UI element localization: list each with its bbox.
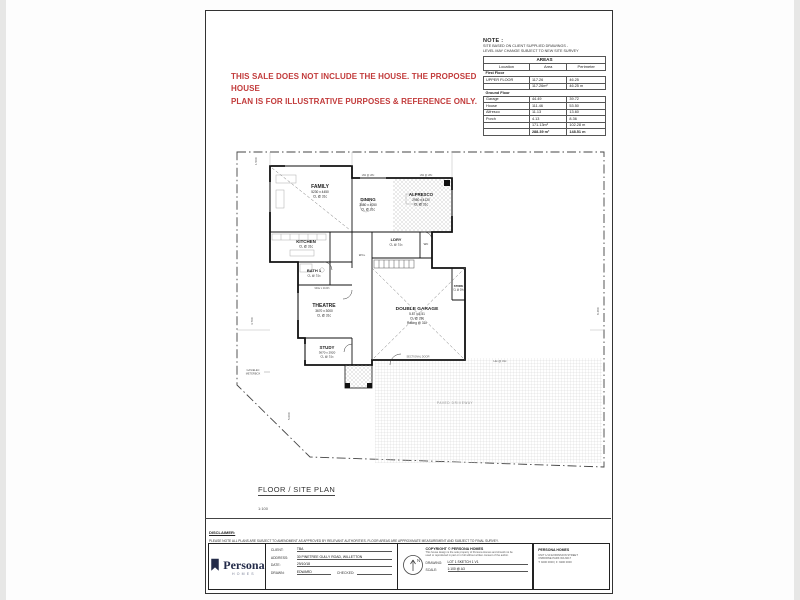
room-store-ceil: CL @ 28c xyxy=(453,288,464,292)
areas-header-perimeter: Perimeter xyxy=(567,63,606,70)
note-line2: LEVEL MAY CHANGE SUBJECT TO NEW SITE SURVEY xyxy=(483,48,579,53)
room-family-dims: 5230 x 4450 xyxy=(311,190,329,194)
divider-line xyxy=(205,518,611,519)
room-alfresco-ceil: CL @ 31c xyxy=(413,202,429,207)
room-alfresco: ALFRESCO xyxy=(408,192,434,197)
room-theatre: THEATRE xyxy=(312,303,336,309)
company-cell xyxy=(533,544,609,589)
room-theatre-ceil: CL @ 31c xyxy=(316,313,332,318)
copyright-fine1: This house design is the sole property of Persona Homes and should not be xyxy=(425,551,513,554)
room-dining-ceil: CL @ 31c xyxy=(360,207,376,212)
floor-site-plan-drawing xyxy=(205,112,611,518)
sale-warning-line2: PLAN IS FOR ILLUSTRATIVE PURPOSES & REFERENCE ONLY. xyxy=(231,96,478,106)
areas-subtotal-ground-area: 171.13m² xyxy=(529,122,566,129)
plan-caption-title: FLOOR / SITE PLAN xyxy=(258,485,336,494)
logo-cell xyxy=(209,544,266,589)
plan-caption xyxy=(258,479,335,515)
room-study-ceil: CL @ 31c xyxy=(320,354,334,359)
room-bath1: BATH 1 xyxy=(306,268,322,273)
hw-note-a: HW @ 28c xyxy=(361,174,375,177)
company-name: PERSONA HOMES xyxy=(538,548,570,552)
room-store: STORE xyxy=(453,284,464,288)
room-garage-dims: 5.87 x 5.51 xyxy=(409,312,425,316)
areas-cell: Porch xyxy=(484,116,530,123)
areas-subtotal-first-area: 117.26m² xyxy=(529,83,566,90)
areas-header-location: Location xyxy=(484,63,530,70)
room-garage: DOUBLE GARAGE xyxy=(395,307,439,312)
driveway-paving xyxy=(375,358,602,463)
field-label-date: DATE: xyxy=(270,563,281,568)
brand-name: Persona xyxy=(223,557,265,572)
sliding-door-note: 900w x 2100h xyxy=(314,287,330,290)
scan-edge-left xyxy=(0,0,6,600)
porch-column xyxy=(367,383,372,388)
areas-cell: Alfresco xyxy=(484,109,530,116)
field-label-client: CLIENT: xyxy=(270,548,284,552)
drawing-label: DRAWING: xyxy=(425,560,443,565)
dim-1500: 1.500 xyxy=(254,157,258,165)
room-study-dims: 3670 x 2920 xyxy=(318,350,336,355)
room-kitchen-ceil: CL @ 31c xyxy=(298,244,314,249)
room-ldry: LDRY xyxy=(390,237,402,242)
areas-cell: 46.25 xyxy=(567,77,606,84)
drawing-value: LOT 1 SKETCH 1 V1 xyxy=(448,560,529,565)
areas-cell: 44.49 xyxy=(529,96,566,103)
room-study: STUDY xyxy=(319,345,335,350)
areas-total-perimeter: 148.51 m xyxy=(567,129,606,136)
alfresco-pillar xyxy=(444,180,450,186)
field-value-checked xyxy=(357,570,392,575)
porch-column xyxy=(345,383,350,388)
room-ldry-ceil: CL @ 31c xyxy=(389,242,403,247)
room-garage-extra: Raking @ 31c xyxy=(406,321,428,325)
scale-value: 1:100 @ A3 xyxy=(448,567,529,572)
areas-cell: 111.46 xyxy=(529,103,566,110)
field-value-client: TBA xyxy=(297,547,392,552)
areas-cell: 13.60 xyxy=(567,109,606,116)
company-phone: T: 9200 0000 | F: 9200 0000 xyxy=(538,560,572,564)
areas-cell: Garage xyxy=(484,96,530,103)
project-fields-cell xyxy=(266,544,398,589)
sectional-door-note: SECTIONAL DOOR xyxy=(406,355,430,359)
copyright-cell xyxy=(398,544,534,589)
meterbox-note-1: GAS/ELEC xyxy=(246,369,260,372)
areas-total-area: 288.39 m² xyxy=(529,129,566,136)
persona-flag-icon xyxy=(209,558,221,573)
svg-text:N: N xyxy=(416,558,420,563)
areas-subtotal-first-perimeter: 46.25 m xyxy=(567,83,606,90)
title-block xyxy=(208,543,610,590)
room-dining: DINING xyxy=(360,197,376,202)
note-line1: SITE BASED ON CLIENT SUPPLIED DRAWINGS - xyxy=(483,44,569,48)
areas-cell: 8.36 xyxy=(567,116,606,123)
copyright-title: COPYRIGHT © PERSONA HOMES xyxy=(425,547,484,551)
meterbox-note-2: METERBOX xyxy=(245,372,261,376)
plan-caption-scale: 1:100 xyxy=(258,506,269,511)
field-label-checked: CHECKED: xyxy=(336,570,355,575)
room-theatre-dims: 3670 x 3000 xyxy=(315,309,333,313)
dim-4700: 4.700 xyxy=(250,317,254,325)
room-alfresco-dims: 2950 x 4120 xyxy=(412,198,430,202)
room-kitchen: KITCHEN xyxy=(296,239,316,244)
areas-section-first-floor: First Floor xyxy=(484,70,606,77)
areas-header-area: Area xyxy=(529,63,566,70)
scan-edge-right xyxy=(794,0,800,600)
field-value-drawn: EDWARD xyxy=(297,570,331,575)
dim-5000: 5.000 xyxy=(287,412,291,420)
room-family: FAMILY xyxy=(311,184,329,190)
note-title: NOTE : xyxy=(483,38,504,44)
hw-note-c: Hw @ 31c xyxy=(493,359,507,363)
brand-subtitle: HOMES xyxy=(232,571,256,576)
areas-cell: UPPER FLOOR xyxy=(484,77,530,84)
room-family-ceil: CL @ 31c xyxy=(312,194,328,199)
scale-label: SCALE: xyxy=(425,567,438,572)
room-dining-dims: 3580 x 4050 xyxy=(359,203,377,207)
company-address2: OSBORNE PARK WA 6017 xyxy=(538,557,572,561)
areas-cell: 53.50 xyxy=(567,103,606,110)
field-label-drawn: DRAWN: xyxy=(270,570,285,575)
copyright-fine2: used or reproduced in part or in full without written consent of the author. xyxy=(425,554,509,558)
field-label-address: ADDRESS: xyxy=(270,555,289,560)
disclaimer-line1: PLEASE NOTE ALL PLANS ARE SUBJECT TO AMENDMENT AS APPROVED BY RELEVANT AUTHORITIES. FLOOR AREAS ARE APPROXIMATE MEASUREMENT AND SUBJECT TO FINAL SURVEY. xyxy=(209,539,499,543)
company-address1: UNIT 1/10 EXPANSION STREET xyxy=(538,553,578,557)
areas-cell: 117.26 xyxy=(529,77,566,84)
areas-cell: 4.13 xyxy=(529,116,566,123)
room-wil: W.I.L xyxy=(358,253,366,257)
driveway-label: PAVED DRIVEWAY xyxy=(436,401,474,405)
areas-subtotal-ground-perimeter: 102.28 m xyxy=(567,122,606,129)
room-bath1-ceil: CL @ 31c xyxy=(307,273,321,278)
sale-warning-line1: THIS SALE DOES NOT INCLUDE THE HOUSE. THE PROPOSED HOUSE xyxy=(231,72,477,94)
room-garage-ceil: CL @ 28c xyxy=(409,316,425,321)
hw-note-b: HW @ 28c xyxy=(419,174,433,177)
dim-8480: 8.480 xyxy=(596,307,600,315)
areas-title: AREAS xyxy=(484,56,606,63)
field-value-address: 30 PINETREE GULLY ROAD, WILLETTON xyxy=(297,555,392,560)
areas-cell: House xyxy=(484,103,530,110)
areas-cell: 39.72 xyxy=(567,96,606,103)
areas-section-ground-floor: Ground Floor xyxy=(484,90,606,97)
north-arrow-icon xyxy=(402,554,424,576)
areas-cell: 11.13 xyxy=(529,109,566,116)
field-value-date: 29/10/18 xyxy=(297,562,392,567)
disclaimer-title: DISCLAIMER: xyxy=(209,530,236,535)
sale-warning-text xyxy=(231,71,501,108)
room-wc: WC xyxy=(423,242,429,246)
